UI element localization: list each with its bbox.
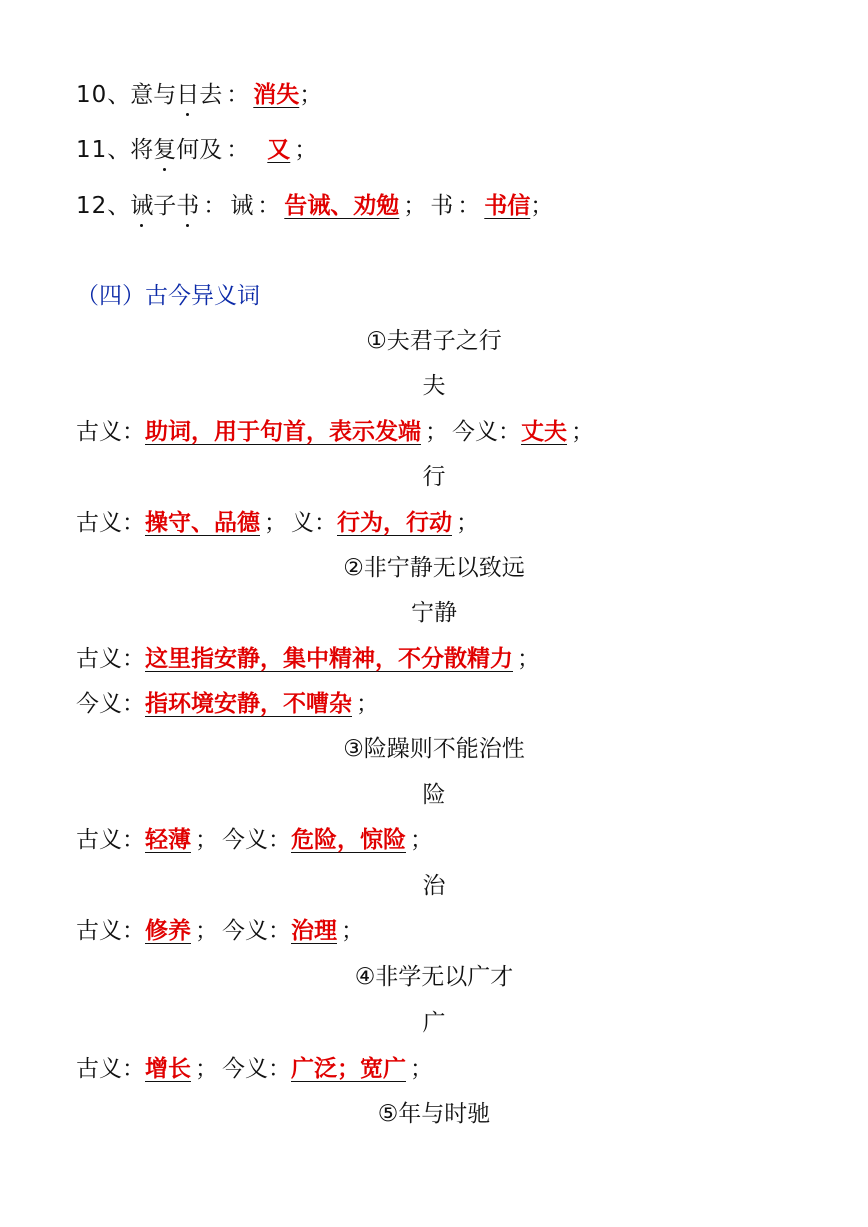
- ancient-label: 古义：: [76, 827, 145, 853]
- semicolon: ；: [425, 419, 448, 445]
- answer: 又: [267, 137, 291, 163]
- modern-meaning: 丈夫: [521, 419, 567, 445]
- ancient-meaning: 增长: [145, 1056, 191, 1082]
- ancient-meaning: 操守、品德: [145, 510, 260, 536]
- semicolon: ；: [294, 137, 318, 163]
- meaning-row: [0, 823, 868, 857]
- phrase-pre: 意与: [130, 82, 177, 108]
- meaning-row: [0, 1052, 868, 1086]
- word-heading: 险: [422, 782, 446, 808]
- sentence-4: ④非学无以广才: [354, 964, 514, 990]
- meaning: 行为，行动: [337, 510, 452, 536]
- colon: ：: [226, 82, 250, 108]
- phrase-post: 去: [199, 82, 223, 108]
- emphasized-char: 书: [176, 189, 199, 223]
- emphasized-char: 诫: [130, 189, 153, 223]
- modern-meaning: 危险，惊险: [291, 827, 406, 853]
- modern-label: 今义：: [76, 691, 145, 717]
- semicolon: ；: [410, 1056, 433, 1082]
- item-number: 12: [76, 193, 108, 219]
- answer: 消失: [253, 82, 300, 108]
- modern-meaning: 指环境安静，不嘈杂: [145, 691, 352, 717]
- ancient-label: 古义：: [76, 419, 145, 445]
- sentence-2: ②非宁静无以致远: [343, 555, 525, 581]
- semicolon: ；: [356, 691, 379, 717]
- ancient-label: 古义：: [76, 1056, 145, 1082]
- meaning-label: 义：: [291, 510, 337, 536]
- semicolon: ；: [403, 193, 427, 219]
- ancient-meaning: 这里指安静，集中精神，不分散精力: [145, 646, 513, 672]
- word-heading: 宁静: [411, 600, 457, 626]
- ancient-meaning: 助词，用于句首，表示发端: [145, 419, 421, 445]
- meaning-row: [0, 914, 868, 948]
- ancient-label: 古义：: [76, 918, 145, 944]
- modern-meaning: 广泛；宽广: [291, 1056, 406, 1082]
- meaning-row: [0, 415, 868, 449]
- colon: ：: [257, 193, 281, 219]
- sentence-3: ③险躁则不能治性: [343, 736, 525, 762]
- semicolon: ；: [571, 419, 594, 445]
- word-heading: 广: [422, 1010, 446, 1036]
- enum-comma: 、: [107, 193, 131, 219]
- item-11: [0, 133, 868, 167]
- ancient-meaning: 修养: [145, 918, 191, 944]
- semicolon: ；: [195, 1056, 218, 1082]
- word-heading: 治: [422, 873, 446, 899]
- meaning-row: [0, 506, 868, 540]
- answer: 书信: [484, 193, 531, 219]
- modern-label: 今义：: [222, 918, 291, 944]
- colon: ：: [457, 193, 481, 219]
- semicolon: ；: [195, 918, 218, 944]
- semicolon: ；: [341, 918, 364, 944]
- semicolon: ；: [195, 827, 218, 853]
- phrase-post: 何及: [176, 137, 223, 163]
- semicolon: ；: [410, 827, 433, 853]
- phrase-pre: 将: [130, 137, 154, 163]
- modern-meaning: 治理: [291, 918, 337, 944]
- modern-label: 今义：: [452, 419, 521, 445]
- meaning-row: [0, 642, 868, 676]
- colon: ：: [226, 137, 250, 163]
- emphasized-char: 复: [153, 133, 176, 167]
- meaning-row: [0, 687, 868, 721]
- word-heading: 行: [422, 464, 446, 490]
- word-label: 诫: [230, 193, 254, 219]
- emphasized-char: 日: [176, 78, 199, 112]
- word-label: 书: [430, 193, 454, 219]
- ancient-label: 古义：: [76, 646, 145, 672]
- ancient-meaning: 轻薄: [145, 827, 191, 853]
- modern-label: 今义：: [222, 827, 291, 853]
- semicolon: ；: [456, 510, 479, 536]
- section-heading: （四）古今异义词: [76, 283, 260, 309]
- semicolon: ；: [517, 646, 540, 672]
- ancient-label: 古义：: [76, 510, 145, 536]
- modern-label: 今义：: [222, 1056, 291, 1082]
- title-char: 子: [153, 193, 177, 219]
- semicolon: ；: [299, 82, 323, 108]
- item-number: 11: [76, 137, 108, 163]
- answer: 告诫、劝勉: [284, 193, 400, 219]
- colon: ：: [203, 193, 227, 219]
- item-10: [0, 78, 868, 112]
- item-number: 10: [76, 82, 108, 108]
- item-12: [0, 189, 868, 223]
- sentence-1: ①夫君子之行: [366, 328, 502, 354]
- semicolon: ；: [530, 193, 554, 219]
- enum-comma: 、: [107, 82, 131, 108]
- enum-comma: 、: [107, 137, 131, 163]
- semicolon: ；: [264, 510, 287, 536]
- word-heading: 夫: [422, 373, 446, 399]
- sentence-5: ⑤年与时驰: [377, 1101, 491, 1127]
